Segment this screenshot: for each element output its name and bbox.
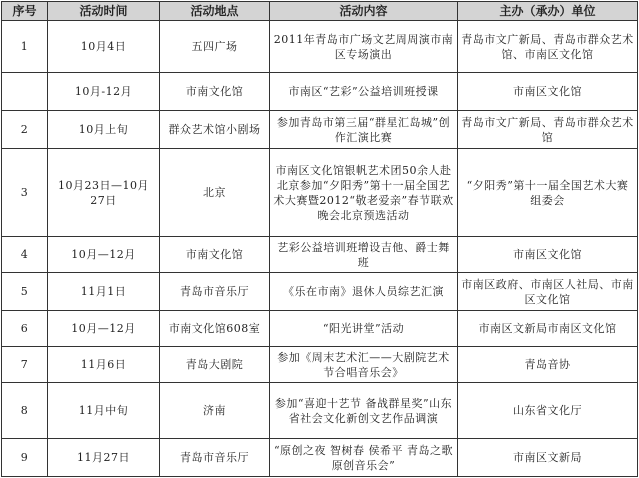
cell-number: 8: [2, 383, 48, 439]
header-number: 序号: [2, 2, 48, 21]
cell-place: 市南文化馆: [160, 237, 270, 273]
cell-place: 市南文化馆608室: [160, 311, 270, 347]
cell-organizer: 青岛音协: [458, 347, 638, 383]
cell-organizer: 市南区文化馆: [458, 237, 638, 273]
table-row: [2, 149, 638, 237]
cell-number: 2: [2, 111, 48, 149]
cell-time: 10月上旬: [48, 111, 160, 149]
cell-time: 11月中旬: [48, 383, 160, 439]
cell-time: 10月—12月: [48, 237, 160, 273]
cell-place: 青岛市音乐厅: [160, 439, 270, 477]
table-row: [2, 383, 638, 439]
header-time: 活动时间: [48, 2, 160, 21]
table-row: [2, 73, 638, 111]
cell-organizer: 市南区政府、市南区人社局、市南区文化馆: [458, 273, 638, 311]
cell-place: 市南文化馆: [160, 73, 270, 111]
cell-time: 10月23日—10月27日: [48, 149, 160, 237]
cell-content: 市南区文化馆银帆艺术团50余人赴北京参加“夕阳秀”第十一届全国艺术大赛暨2012“敬老爱亲”春节联欢晚会北京预选活动: [270, 149, 458, 237]
cell-number: 1: [2, 21, 48, 73]
cell-organizer: 青岛市文广新局、青岛市群众艺术馆: [458, 111, 638, 149]
cell-organizer: 市南区文新局市南区文化馆: [458, 311, 638, 347]
cell-place: 青岛市音乐厅: [160, 273, 270, 311]
cell-time: 10月4日: [48, 21, 160, 73]
cell-organizer: 山东省文化厅: [458, 383, 638, 439]
cell-organizer: “夕阳秀”第十一届全国艺术大赛组委会: [458, 149, 638, 237]
cell-content: 市南区“艺彩”公益培训班授课: [270, 73, 458, 111]
cell-number: 6: [2, 311, 48, 347]
cell-time: 11月6日: [48, 347, 160, 383]
table-row: [2, 273, 638, 311]
cell-place: 北京: [160, 149, 270, 237]
cell-content: 参加“喜迎十艺节 备战群星奖”山东省社会文化新创文艺作品调演: [270, 383, 458, 439]
cell-time: 10月—12月: [48, 311, 160, 347]
cell-number: 5: [2, 273, 48, 311]
table-row: [2, 21, 638, 73]
table-row: [2, 347, 638, 383]
cell-number: 4: [2, 237, 48, 273]
cell-time: 11月1日: [48, 273, 160, 311]
cell-number: 3: [2, 149, 48, 237]
cell-content: 《乐在市南》退休人员综艺汇演: [270, 273, 458, 311]
cell-content: “阳光讲堂”活动: [270, 311, 458, 347]
table-row: [2, 439, 638, 477]
cell-content: 参加青岛市第三届“群星汇岛城”创作汇演比赛: [270, 111, 458, 149]
table-row: [2, 237, 638, 273]
cell-place: 五四广场: [160, 21, 270, 73]
cell-time: 11月27日: [48, 439, 160, 477]
header-organizer: 主办（承办）单位: [458, 2, 638, 21]
header-place: 活动地点: [160, 2, 270, 21]
schedule-table-container: [1, 1, 638, 477]
cell-content: 2011年青岛市广场文艺周周演市南区专场演出: [270, 21, 458, 73]
cell-place: 济南: [160, 383, 270, 439]
cell-place: 群众艺术馆小剧场: [160, 111, 270, 149]
activity-schedule-table: [1, 1, 638, 477]
table-row: [2, 311, 638, 347]
cell-content: 艺彩公益培训班增设吉他、爵士舞班: [270, 237, 458, 273]
cell-place: 青岛大剧院: [160, 347, 270, 383]
header-row: [2, 2, 638, 21]
cell-content: 参加《周末艺术汇——大剧院艺术节合唱音乐会》: [270, 347, 458, 383]
cell-content: “原创之夜 智树春 侯希平 青岛之歌 原创音乐会”: [270, 439, 458, 477]
cell-number: 7: [2, 347, 48, 383]
cell-organizer: 市南区文新局: [458, 439, 638, 477]
table-row: [2, 111, 638, 149]
cell-organizer: 青岛市文广新局、青岛市群众艺术馆、市南区文化馆: [458, 21, 638, 73]
cell-number: [2, 73, 48, 111]
header-content: 活动内容: [270, 2, 458, 21]
cell-number: 9: [2, 439, 48, 477]
cell-organizer: 市南区文化馆: [458, 73, 638, 111]
cell-time: 10月-12月: [48, 73, 160, 111]
